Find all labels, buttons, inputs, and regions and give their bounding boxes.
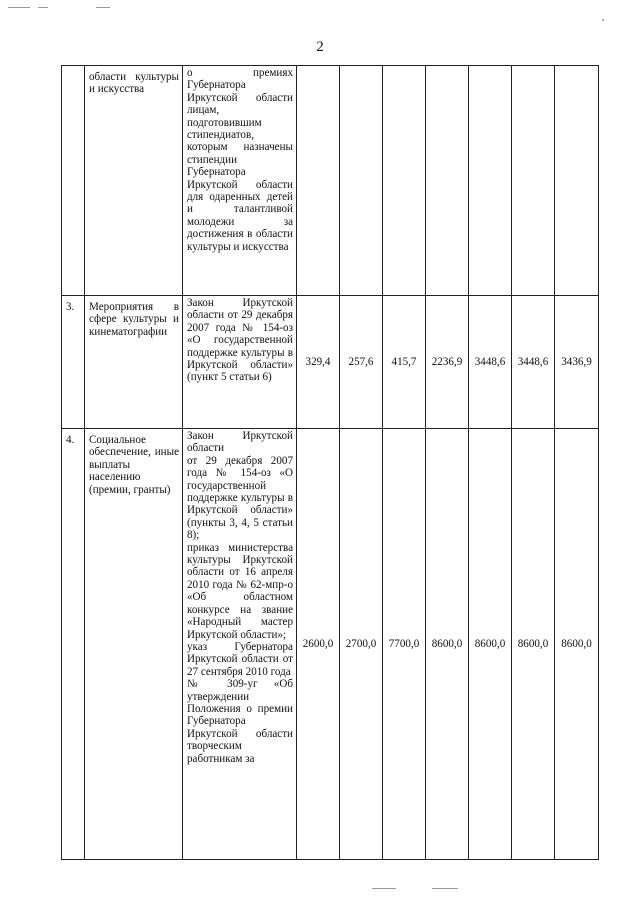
row-number: 3. (62, 296, 85, 429)
amount-cell: 7700,0 (383, 429, 426, 860)
purpose-text: области культуры и искусства (89, 71, 179, 96)
amount-cell (426, 66, 469, 296)
purpose-cell (85, 296, 183, 429)
table-row (62, 429, 599, 860)
legal-basis-cell (183, 66, 297, 296)
budget-table (61, 65, 599, 860)
amount-cell: 3436,9 (555, 296, 599, 429)
table-row (62, 66, 599, 296)
amount-cell: 8600,0 (426, 429, 469, 860)
amount-cell: 2700,0 (340, 429, 383, 860)
legal-basis-cell (183, 296, 297, 429)
amount-cell (340, 66, 383, 296)
amount-cell: 257,6 (340, 296, 383, 429)
legal-basis-text: Закон Иркутской области от 29 декабря 2007 года № 154-оз «О государственной поддержке культуры в Иркутской области» (пункты 3, 4, 5 статьи 8); приказ министерства культуры Иркутской области от 16 апреля 2010 года № 62-мпр-о «Об областном конкурсе на звание «Народный мастер Иркутской области»; указ Губернатора Иркутской области от 27 сентября 2010 года № 309-уг «Об утверждении Положения о премии Губернатора Иркутской области творческим работникам за (187, 430, 293, 765)
purpose-cell (85, 429, 183, 860)
scan-artifact (372, 888, 396, 889)
scan-artifact (96, 7, 110, 8)
table-row (62, 296, 599, 429)
purpose-cell (85, 66, 183, 296)
scan-artifact (602, 19, 604, 21)
amount-cell: 415,7 (383, 296, 426, 429)
legal-basis-text: Закон Иркутской области от 29 декабря 2007 года № 154-оз «О государственной поддержке культуры в Иркутской области» (пункт 5 статьи 6) (187, 297, 293, 384)
amount-cell: 329,4 (297, 296, 340, 429)
legal-basis-cell (183, 429, 297, 860)
amount-cell (555, 66, 599, 296)
purpose-text: Мероприятия в сфере культуры и кинематографии (89, 301, 179, 338)
amount-cell: 8600,0 (555, 429, 599, 860)
amount-cell: 2600,0 (297, 429, 340, 860)
amount-cell: 3448,6 (469, 296, 512, 429)
row-number (62, 66, 85, 296)
legal-basis-text: о премиях Губернатора Иркутской области лицам, подготовившим стипендиатов, которым назначены стипендии Губернатора Иркутской области для одаренных детей и талантливой молодежи за достижения в области культуры и искусства (187, 67, 293, 253)
scan-artifact (432, 888, 458, 889)
amount-cell: 3448,6 (512, 296, 555, 429)
amount-cell: 8600,0 (512, 429, 555, 860)
amount-cell (383, 66, 426, 296)
scan-artifact (8, 7, 30, 8)
scan-artifact (38, 7, 48, 8)
purpose-text: Социальное обеспечение, иные выплаты населению (премии, гранты) (89, 434, 179, 496)
amount-cell (512, 66, 555, 296)
page-number: 2 (316, 39, 324, 55)
amount-cell: 8600,0 (469, 429, 512, 860)
amount-cell (469, 66, 512, 296)
amount-cell (297, 66, 340, 296)
amount-cell: 2236,9 (426, 296, 469, 429)
row-number: 4. (62, 429, 85, 860)
